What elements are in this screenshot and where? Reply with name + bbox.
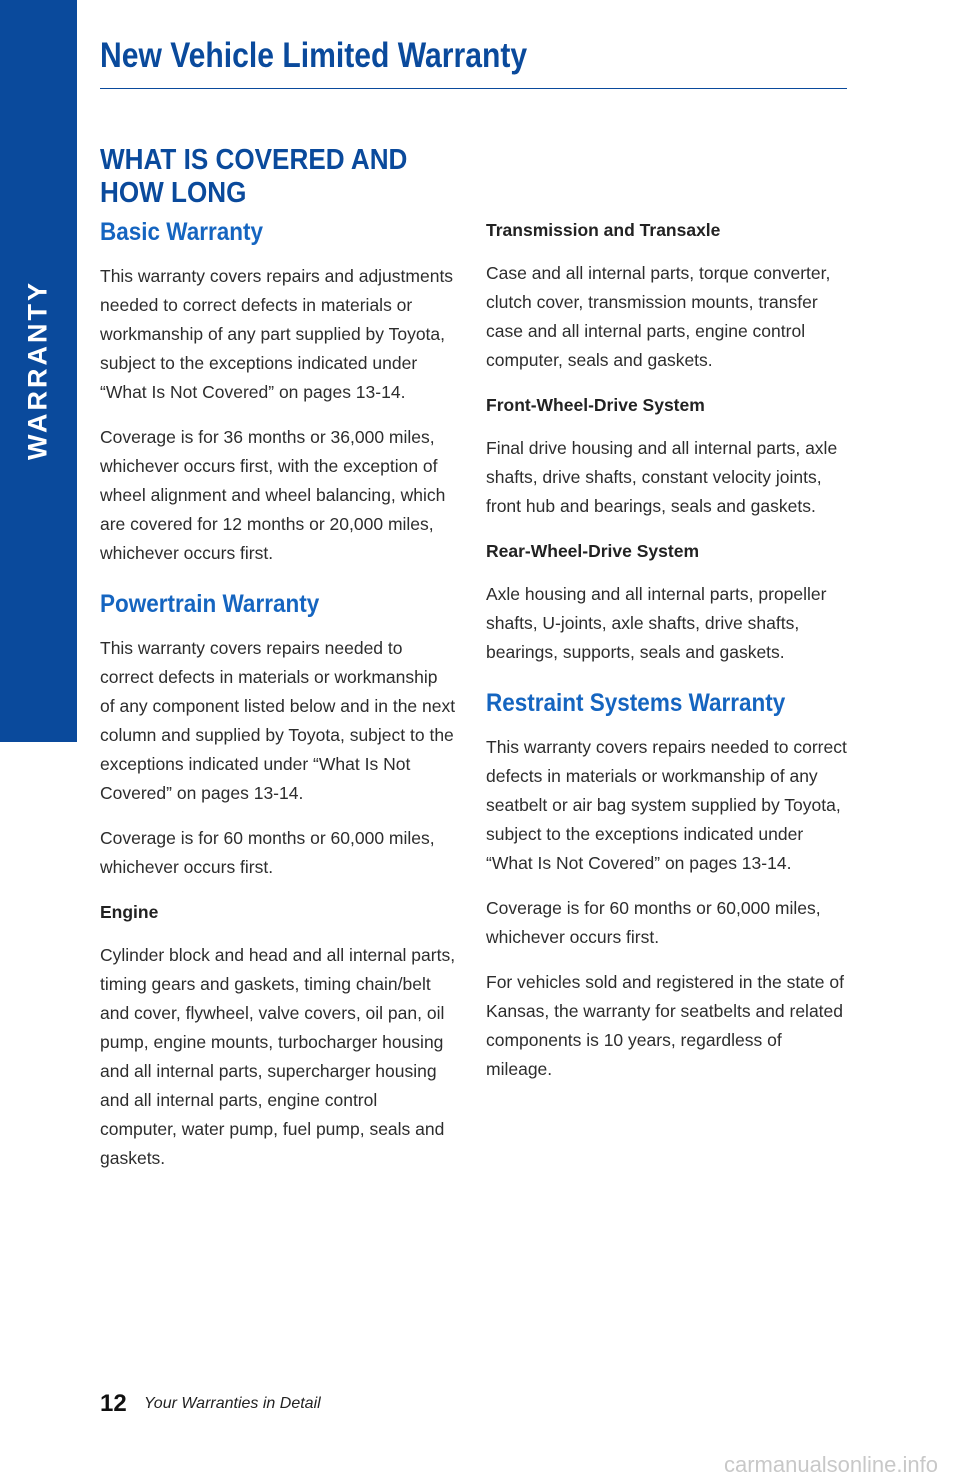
- powertrain-warranty-paragraph-1: This warranty covers repairs needed to correct defects in materials or workmanship of any component listed below and in the next column and supplied by Toyota, subject to the exceptions indicated under “What Is Not Covered” on pages 13-14.: [100, 638, 456, 803]
- restraint-paragraph-2: Coverage is for 60 months or 60,000 miles, whichever occurs first.: [486, 898, 821, 947]
- side-tab-label: WARRANTY: [22, 280, 53, 460]
- section-heading: [100, 144, 407, 210]
- right-column: [486, 216, 848, 1100]
- restraint-paragraph-1: This warranty covers repairs needed to correct defects in materials or workmanship of any seatbelt or air bag system supplied by Toyota, subject to the exceptions indicated under “What Is Not Covered” on pages 13-14.: [486, 737, 847, 873]
- engine-text: Cylinder block and head and all internal parts, timing gears and gaskets, timing chain/belt and cover, flywheel, valve covers, oil pan, oil pump, engine mounts, turbocharger housing and all internal parts, supercharger housing and all internal parts, engine control computer, water pump, fuel pump, seals and gaskets.: [100, 945, 456, 1168]
- transmission-heading: Transmission and Transaxle: [486, 220, 721, 240]
- transmission-text: Case and all internal parts, torque converter, clutch cover, transmission mounts, transfer case and all internal parts, engine control computer, seals and gaskets.: [486, 263, 831, 370]
- left-column: [100, 216, 456, 1189]
- basic-warranty-paragraph-1: This warranty covers repairs and adjustments needed to correct defects in materials or workmanship of any part supplied by Toyota, subject to the exceptions indicated under “What Is Not Covered” on pages 13-14.: [100, 266, 454, 402]
- powertrain-warranty-heading: Powertrain Warranty: [100, 590, 320, 618]
- restraint-paragraph-3: For vehicles sold and registered in the state of Kansas, the warranty for seatbelts and related components is 10 years, regardless of mileage.: [486, 972, 844, 1079]
- section-heading-line-2: HOW LONG: [100, 177, 247, 209]
- rwd-text: Axle housing and all internal parts, propeller shafts, U-joints, axle shafts, drive shafts, bearings, supports, seals and gaskets.: [486, 584, 827, 662]
- page-title: New Vehicle Limited Warranty: [100, 36, 528, 75]
- rwd-heading: Rear-Wheel-Drive System: [486, 541, 699, 561]
- basic-warranty-paragraph-2: Coverage is for 36 months or 36,000 miles, whichever occurs first, with the exception of wheel alignment and wheel balancing, which are covered for 12 months or 20,000 miles, whichever occurs first.: [100, 427, 446, 563]
- section-heading-line-1: WHAT IS COVERED AND: [100, 144, 408, 176]
- footer-text: Your Warranties in Detail: [144, 1395, 321, 1412]
- title-divider: [100, 88, 847, 89]
- restraint-warranty-heading: Restraint Systems Warranty: [486, 689, 786, 717]
- engine-heading: Engine: [100, 902, 159, 922]
- fwd-text: Final drive housing and all internal parts, axle shafts, drive shafts, constant velocity joints, front hub and bearings, seals and gaskets.: [486, 438, 838, 516]
- side-tab: [0, 0, 77, 742]
- watermark: carmanualsonline.info: [723, 1452, 938, 1477]
- fwd-heading: Front-Wheel-Drive System: [486, 395, 705, 415]
- basic-warranty-heading: Basic Warranty: [100, 218, 263, 246]
- powertrain-warranty-paragraph-2: Coverage is for 60 months or 60,000 miles, whichever occurs first.: [100, 828, 435, 877]
- page-number: 12: [100, 1390, 127, 1417]
